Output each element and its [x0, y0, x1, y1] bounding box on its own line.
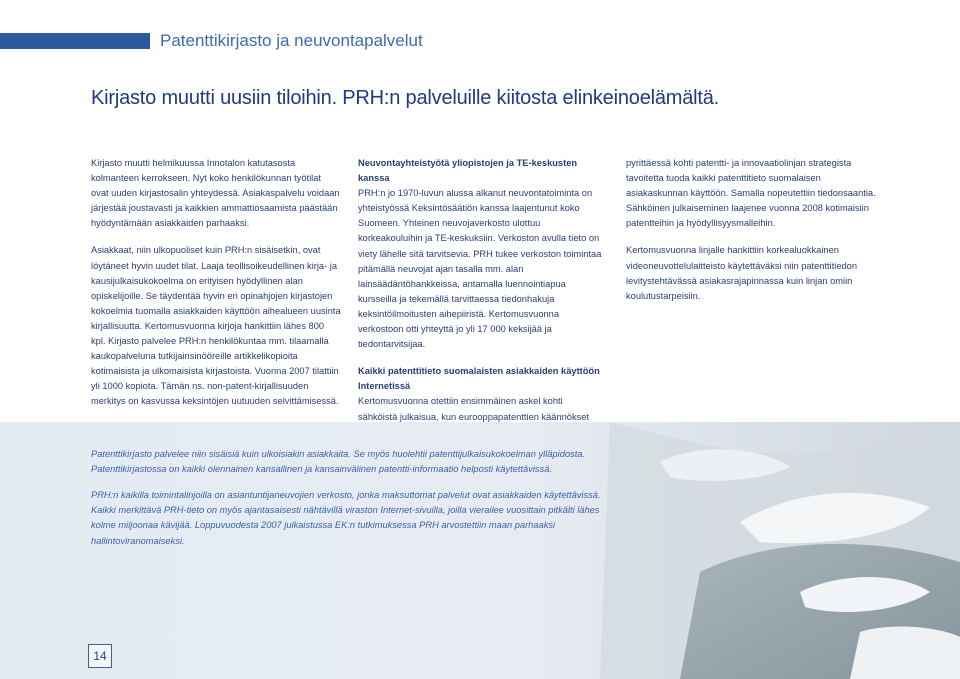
- paragraph: Kirjasto muutti helmikuussa Innotalon katutasosta kolmanteen kerrokseen. Nyt koko henkilökunnan työtilat ovat uuden kirjastosalin yhteydessä. Asiakaspalvelu voidaan järjestää joustavasti ja kaikkien ammattiosaamista päästään hyödyntämään asiakkaiden parhaaksi.: [91, 158, 340, 229]
- pull-quote: Patenttikirjasto palvelee niin sisäisiä kuin ulkoisiakin asiakkaita. Se myös huolehtii patenttijulkaisukokoelman ylläpidosta. Patenttikirjastossa on kaikki olennainen kansallinen ja kansainvälinen patentti-informaatio helposti käytettävissä.: [91, 449, 586, 475]
- paragraph: Kertomusvuonna linjalle hankittiin korkealuokkainen videoneuvottelulaitteisto käytettäväksi niin patenttitiedon levitystehtävässä asiakasrajapinnassa kuin linjan omiin koulutustarpeisiin.: [626, 245, 858, 301]
- header-accent-bar: [0, 33, 150, 49]
- page-headline: Kirjasto muutti uusiin tiloihin. PRH:n palveluille kiitosta elinkeinoelämältä.: [91, 87, 720, 109]
- text-column-3: [626, 156, 876, 316]
- section-block: [358, 156, 603, 352]
- page-number: 14: [88, 644, 112, 668]
- pull-quote: PRH:n kaikilla toimintalinjoilla on asiantuntijaneuvojien verkosto, jonka maksuttomat palvelut ovat asiakkaiden käytettävissä. Kaikki merkittävä PRH-tieto on myös ajantasaisesti nähtävillä viraston Internet-sivuilla, joilla vierailee vuosittain pitkälti lähes kolme miljoonaa kävijää. Loppuvuodesta 2007 julkaistussa EK:n tutkimuksessa PRH arvostettiin maan parhaaksi hallintoviranomaiseksi.: [91, 490, 601, 546]
- paragraph: Asiakkaat, niin ulkopuoliset kuin PRH:n sisäisetkin, ovat löytäneet hyvin uudet tilat. Laaja teollisoikeudellinen kirja- ja kausijulkaisukokoelma on erityisen hyödyllinen alan opiskelijoille. Se täydentää hyvin eri opinahjojen kirjastojen kokoelmia tuomalla asiakkaiden käyttöön aihealueen uusinta kirjallisuutta. Kertomusvuonna kirjoja hankittiin lähes 800 kpl. Kirjasto palvelee PRH:n henkilökuntaa mm. tilaamalla kaukopalveluna tutkijainsinööreille artikkelikopioita kotimaisista ja ulkomaisista kirjastoista. Vuonna 2007 tilattiin yli 1000 kopiota. Tämän ns. non-patent-kirjallisuuden merkitys on kasvussa keksintöjen uutuuden selvittämisessä.: [91, 245, 341, 407]
- section-heading: Kaikki patenttitieto suomalaisten asiakkaiden käyttöön Internetissä: [358, 366, 600, 392]
- paragraph: PRH:n jo 1970-luvun alussa alkanut neuvontatoiminta on yhteistyössä Keksintösäätiön kanssa laajentunut koko Suomeen. Yhteinen neuvojaverkosto ulottuu korkeakouluihin ja TE-keskuksiin. Verkoston avulla tieto on viety lähelle sitä tarvitsevia. PRH tukee verkoston toimintaa pitämällä neuvojat ajan tasalla mm. alan lainsäädäntöhankkeissa, antamalla luennointiapua kursseilla ja tekemällä tarvittaessa tiedonhakuja keksintöilmoitusten aihepiiristä. Kertomusvuonna verkostoon otti yhteyttä jo yli 17 000 keksijää ja tiedontarvitsijaa.: [358, 188, 602, 350]
- paragraph: Kertomusvuonna otettiin ensimmäinen askel kohti sähköistä julkaisua, kun eurooppapatenttien käännökset: [358, 396, 590, 422]
- text-column-1: [91, 156, 341, 422]
- paragraph: pyrittäessä kohti patentti- ja innovaatiolinjan strategista tavoitetta tuoda kaikki patenttitieto suomalaisen asiakaskunnan käyttöön. Samalla nopeutettiin tiedonsaantia. Sähköinen julkaiseminen laajenee vuonna 2008 kotimaisiin patentteihin ja hyödyllisyysmalleihin.: [626, 158, 876, 229]
- section-heading: Neuvontayhteistyötä yliopistojen ja TE-keskusten kanssa: [358, 158, 578, 184]
- section-title: Patenttikirjasto ja neuvontapalvelut: [160, 31, 423, 50]
